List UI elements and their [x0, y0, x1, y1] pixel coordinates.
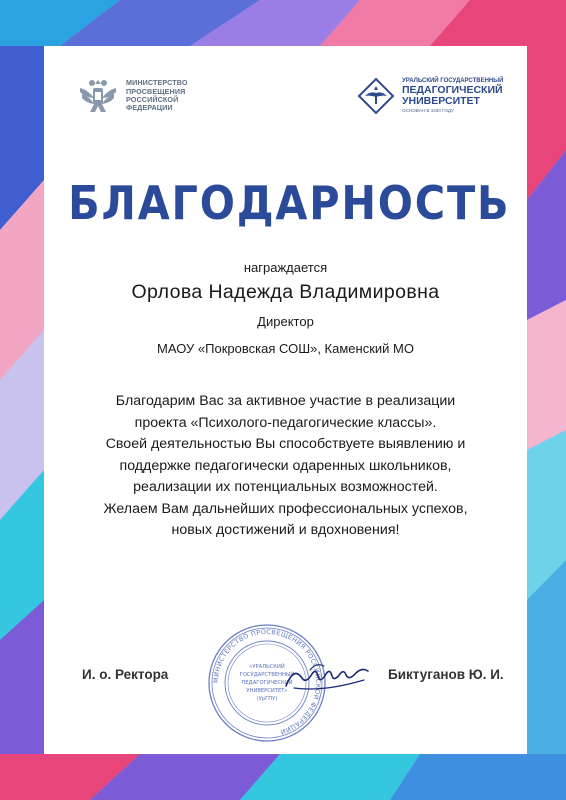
message-line: поддержке педагогически одаренных школьников, — [119, 457, 452, 474]
ministry-line-1: МИНИСТЕРСТВО — [126, 78, 188, 88]
message-line: реализации их потенциальных возможностей. — [133, 479, 438, 495]
ministry-line-4: ФЕДЕРАЦИИ — [126, 103, 173, 113]
message-line: Желаем Вам дальнейших профессиональных успехов, — [103, 500, 468, 517]
certificate-sheet — [44, 46, 527, 754]
recipient-name: Орлова Надежда Владимировна — [131, 281, 440, 303]
signatory-title: И. о. Ректора — [82, 667, 169, 682]
signatory-name: Биктуганов Ю. И. — [388, 667, 504, 682]
coat-of-arms-icon — [76, 74, 120, 118]
stamp-outer-text: МИНИСТЕРСТВО ПРОСВЕЩЕНИЯ РОССИЙСКОЙ ФЕДЕРАЦИИ — [211, 627, 323, 737]
recipient-organization: МАОУ «Покровская СОШ», Каменский МО — [157, 341, 414, 356]
university-line-2: ПЕДАГОГИЧЕСКИЙ — [402, 84, 503, 96]
certificate-title: БЛАГОДАРНОСТЬ — [68, 176, 511, 230]
ministry-line-2: ПРОСВЕЩЕНИЯ — [126, 86, 186, 96]
message-line: новых достижений и вдохновения! — [171, 522, 400, 538]
university-founded: ОСНОВАН В 1930 ГОДУ — [402, 108, 454, 113]
university-line-1: УРАЛЬСКИЙ ГОСУДАРСТВЕННЫЙ — [402, 78, 504, 84]
ministry-logo — [76, 74, 188, 118]
awarded-label: награждается — [243, 260, 328, 275]
message-line: Благодарим Вас за активное участие в реализации — [115, 393, 456, 409]
handwritten-signature — [280, 656, 378, 698]
recipient-position: Директор — [257, 314, 314, 329]
university-line-3: УНИВЕРСИТЕТ — [402, 95, 480, 107]
stamp-center-line: ГОСУДАРСТВЕННЫЙ — [239, 672, 295, 678]
message-line: Своей деятельностью Вы способствуете выявлению и — [105, 436, 466, 452]
stamp-center-line: (УрГПУ) — [256, 696, 278, 702]
gratitude-message — [44, 391, 527, 542]
university-logo-icon — [356, 76, 396, 116]
stamp-center-line: ПЕДАГОГИЧЕСКИЙ — [241, 680, 293, 686]
stamp-center-line: «УРАЛЬСКИЙ — [249, 664, 285, 670]
ministry-line-3: РОССИЙСКОЙ — [126, 95, 179, 104]
message-line: проекта «Психолого-педагогические классы». — [134, 414, 437, 431]
university-logo — [356, 76, 503, 116]
stamp-center-line: УНИВЕРСИТЕТ» — [246, 688, 288, 694]
